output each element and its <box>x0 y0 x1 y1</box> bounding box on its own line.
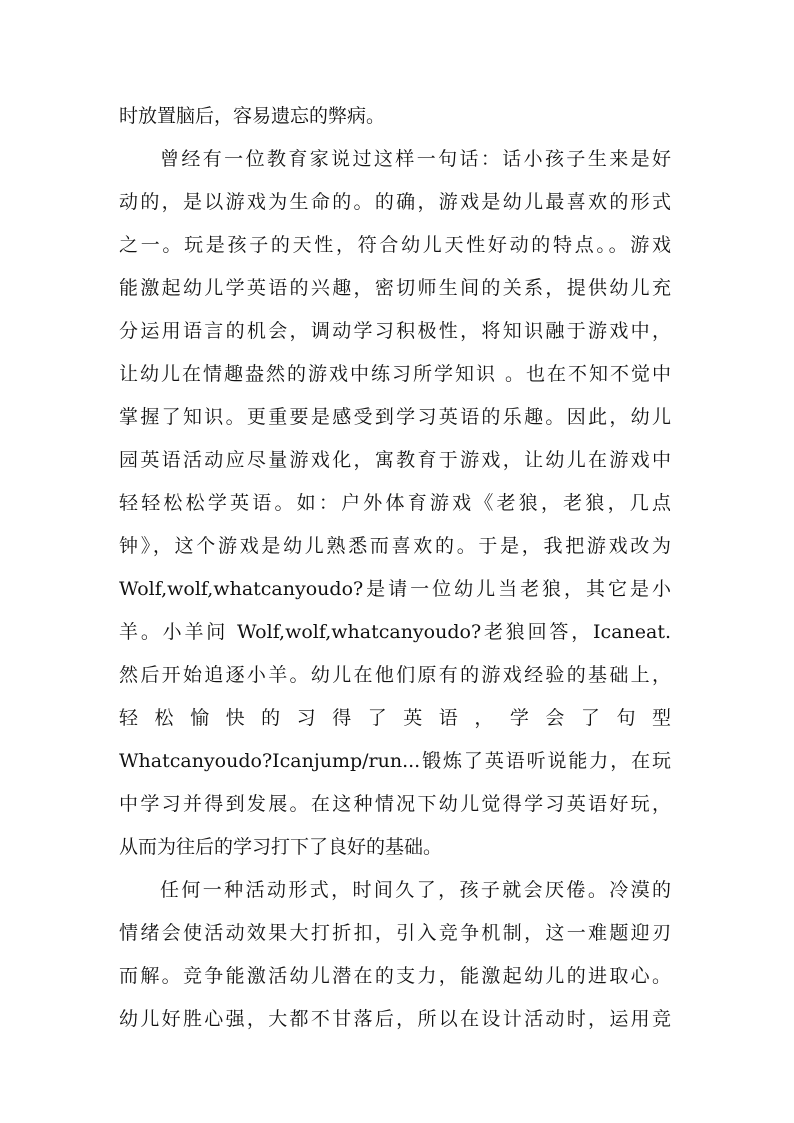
text-line: 之一。玩是孩子的天性，符合幼儿天性好动的特点。。游戏 <box>119 234 671 256</box>
text-line: 任何一种活动形式，时间久了，孩子就会厌倦。冷漠的 <box>160 879 671 901</box>
text-line: Whatcanyoudo?Icanjump/run...锻炼了英语听说能力，在玩 <box>119 750 671 772</box>
text-line: 情绪会使活动效果大打折扣，引入竞争机制，这一难题迎刃 <box>119 922 671 944</box>
text-line: 中学习并得到发展。在这种情况下幼儿觉得学习英语好玩， <box>119 793 671 815</box>
text-line: 园英语活动应尽量游戏化，寓教育于游戏，让幼儿在游戏中 <box>119 449 671 471</box>
text-line: 而解。竞争能激活幼儿潜在的支力，能激起幼儿的进取心。 <box>119 965 671 987</box>
text-line: 轻 松 愉 快 的 习 得 了 英 语 ， 学 会 了 句 型 <box>119 707 671 729</box>
text-line: 然后开始追逐小羊。幼儿在他们原有的游戏经验的基础上， <box>119 664 671 686</box>
text-line: 让幼儿在情趣盎然的游戏中练习所学知识 。也在不知不觉中 <box>119 363 671 385</box>
text-line: 轻轻松松学英语。如：户外体育游戏《老狼，老狼，几点 <box>119 492 671 514</box>
text-line: 曾经有一位教育家说过这样一句话：话小孩子生来是好 <box>160 148 671 170</box>
text-line: 从而为往后的学习打下了良好的基础。 <box>119 836 443 858</box>
text-line: 掌握了知识。更重要是感受到学习英语的乐趣。因此，幼儿 <box>119 406 671 428</box>
text-line: 钟》，这个游戏是幼儿熟悉而喜欢的。于是，我把游戏改为 <box>119 535 671 557</box>
text-line: 动的，是以游戏为生命的。的确，游戏是幼儿最喜欢的形式 <box>119 191 671 213</box>
text-line: 羊。小羊问 Wolf,wolf,whatcanyoudo?老狼回答，Icaneat. <box>119 621 671 643</box>
text-line: Wolf,wolf,whatcanyoudo?是请一位幼儿当老狼，其它是小 <box>119 578 671 600</box>
text-line: 幼儿好胜心强，大都不甘落后，所以在设计活动时，运用竞 <box>119 1008 671 1030</box>
text-line: 能激起幼儿学英语的兴趣，密切师生间的关系，提供幼儿充 <box>119 277 671 299</box>
text-line: 时放置脑后，容易遗忘的弊病。 <box>119 105 386 127</box>
text-line: 分运用语言的机会，调动学习积极性，将知识融于游戏中， <box>119 320 671 342</box>
